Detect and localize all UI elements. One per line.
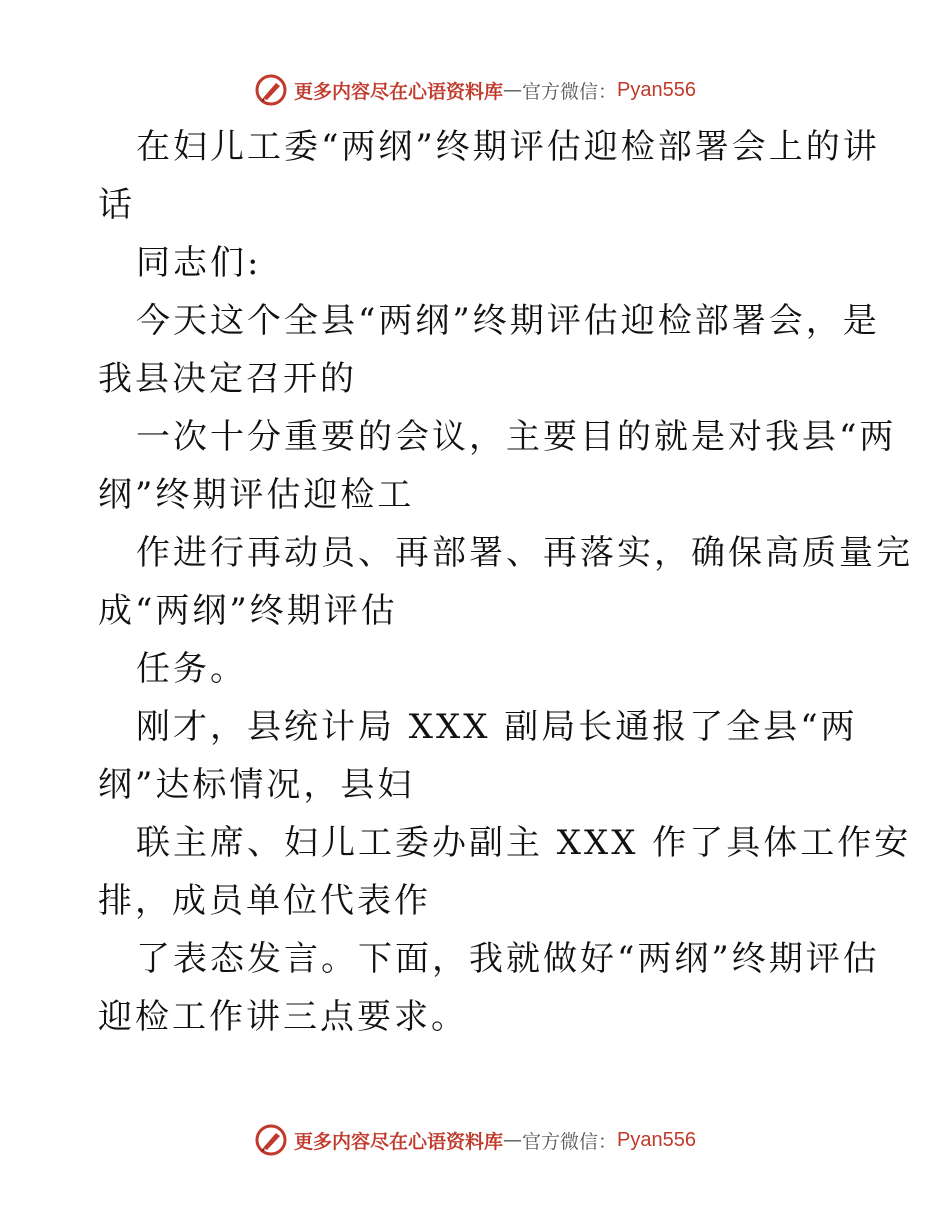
pen-logo-icon bbox=[254, 73, 288, 107]
watermark-wechat-id: Pyan556 bbox=[617, 1128, 696, 1151]
paragraph-line: 刚才，县统计局 XXX 副局长通报了全县“两 bbox=[136, 707, 858, 747]
title-line-2: 话 bbox=[98, 185, 135, 225]
paragraph-line: 一次十分重要的会议，主要目的就是对我县“两 bbox=[136, 417, 897, 457]
paragraph-line: 任务。 bbox=[136, 649, 247, 689]
watermark-dash: — bbox=[503, 1129, 523, 1151]
paragraph-line: 纲”终期评估迎检工 bbox=[98, 475, 415, 515]
paragraph-line: 纲”达标情况，县妇 bbox=[98, 765, 415, 805]
title-line-1: 在妇儿工委“两纲”终期评估迎检部署会上的讲 bbox=[136, 127, 880, 167]
paragraph-line: 成“两纲”终期评估 bbox=[98, 591, 398, 631]
watermark-main-text: 更多内容尽在心语资料库 bbox=[294, 1130, 504, 1153]
paragraph-line: 迎检工作讲三点要求。 bbox=[98, 997, 468, 1037]
paragraph-line: 排，成员单位代表作 bbox=[98, 881, 431, 921]
watermark-dash: — bbox=[503, 79, 523, 101]
watermark-label: 官方微信： bbox=[522, 1130, 618, 1153]
watermark-wechat-id: Pyan556 bbox=[617, 78, 696, 101]
document-body bbox=[98, 118, 913, 1046]
footer-watermark bbox=[0, 1120, 950, 1160]
salutation: 同志们: bbox=[136, 243, 262, 283]
paragraph-line: 作进行再动员、再部署、再落实，确保高质量完 bbox=[136, 533, 913, 573]
paragraph-line: 今天这个全县“两纲”终期评估迎检部署会，是 bbox=[136, 301, 880, 341]
header-watermark bbox=[0, 70, 950, 110]
watermark-label: 官方微信： bbox=[522, 80, 618, 103]
paragraph-line: 联主席、妇儿工委办副主 XXX 作了具体工作安 bbox=[136, 823, 912, 863]
paragraph-line: 了表态发言。下面，我就做好“两纲”终期评估 bbox=[136, 939, 880, 979]
pen-logo-icon bbox=[254, 1123, 288, 1157]
paragraph-line: 我县决定召开的 bbox=[98, 359, 357, 399]
watermark-main-text: 更多内容尽在心语资料库 bbox=[294, 80, 504, 103]
